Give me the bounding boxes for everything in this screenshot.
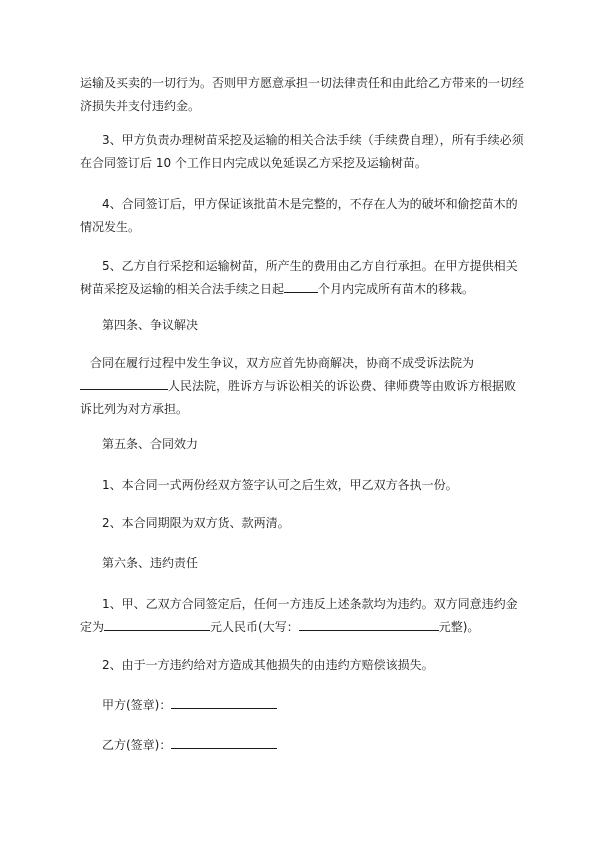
text-line: 诉比列为对方承担。 [80, 402, 189, 416]
text-line: 2、由于一方违约给对方造成其他损失的由违约方赔偿该损失。 [102, 658, 434, 672]
clause-5 [80, 255, 520, 301]
signature-blank[interactable] [171, 696, 277, 709]
fill-in-blank [80, 377, 168, 390]
text-line: 运输及买卖的一切行为。否则甲方愿意承担一切法律责任和由此给乙方带来的一切经 [80, 76, 525, 90]
text-line-with-blanks [80, 616, 520, 639]
text-line: 在合同签订后 10 个工作日内完成以免延误乙方采挖及运输树苗。 [80, 156, 427, 170]
section-5-item-1 [80, 474, 520, 497]
text-segment: 元人民币(大写： [210, 620, 299, 634]
text-line: 济损失并支付违约金。 [80, 99, 201, 113]
text-line-with-blank [80, 375, 520, 398]
text-line: 1、甲、乙双方合同签定后，任何一方违反上述条款均为违约。双方同意违约金 [102, 597, 518, 611]
fill-in-blank [104, 618, 210, 631]
section-6-item-1 [80, 593, 520, 639]
text-segment: 元整)。 [438, 620, 480, 634]
section-heading-5: 第五条、合同效力 [102, 437, 199, 451]
text-segment: 定为 [80, 620, 105, 634]
text-line: 2、本合同期限为双方货、款两清。 [102, 516, 290, 530]
signature-blank[interactable] [171, 736, 277, 749]
text-line: 3、甲方负责办理树苗采挖及运输的相关合法手续（手续费自理），所有手续必须 [102, 133, 524, 147]
text-line: 4、合同签订后，甲方保证该批苗木是完整的，不存在人为的破坏和偷挖苗木的 [102, 197, 518, 211]
text-segment: 树苗采挖及运输的相关合法手续之日起 [80, 282, 285, 296]
clause-3 [80, 129, 524, 175]
fill-in-blank [299, 618, 439, 631]
paragraph-continuation [80, 72, 525, 118]
clause-4 [80, 193, 520, 239]
section-5-item-2 [80, 512, 520, 535]
text-line: 情况发生。 [80, 220, 141, 234]
signature-label: 乙方(签章)： [102, 738, 172, 752]
section-6-item-2 [80, 654, 520, 677]
text-segment: 人民法院，胜诉方与诉讼相关的诉讼费、律师费等由败诉方根据败 [168, 379, 517, 393]
signature-label: 甲方(签章)： [102, 698, 172, 712]
text-line: 合同在履行过程中发生争议，双方应首先协商解决，协商不成受诉法院为 [90, 356, 475, 370]
text-line-with-blank [80, 278, 520, 301]
signature-party-b [102, 734, 277, 757]
section-heading-4: 第四条、争议解决 [102, 318, 199, 332]
text-segment: 个月内完成所有苗木的移栽。 [318, 282, 475, 296]
section-heading-6: 第六条、违约责任 [102, 556, 199, 570]
text-line: 5、乙方自行采挖和运输树苗，所产生的费用由乙方自行承担。在甲方提供相关 [102, 259, 518, 273]
fill-in-blank [284, 280, 318, 293]
signature-party-a [102, 694, 277, 717]
text-line: 1、本合同一式两份经双方签字认可之后生效，甲乙双方各执一份。 [102, 478, 458, 492]
section-4-body [80, 352, 520, 421]
